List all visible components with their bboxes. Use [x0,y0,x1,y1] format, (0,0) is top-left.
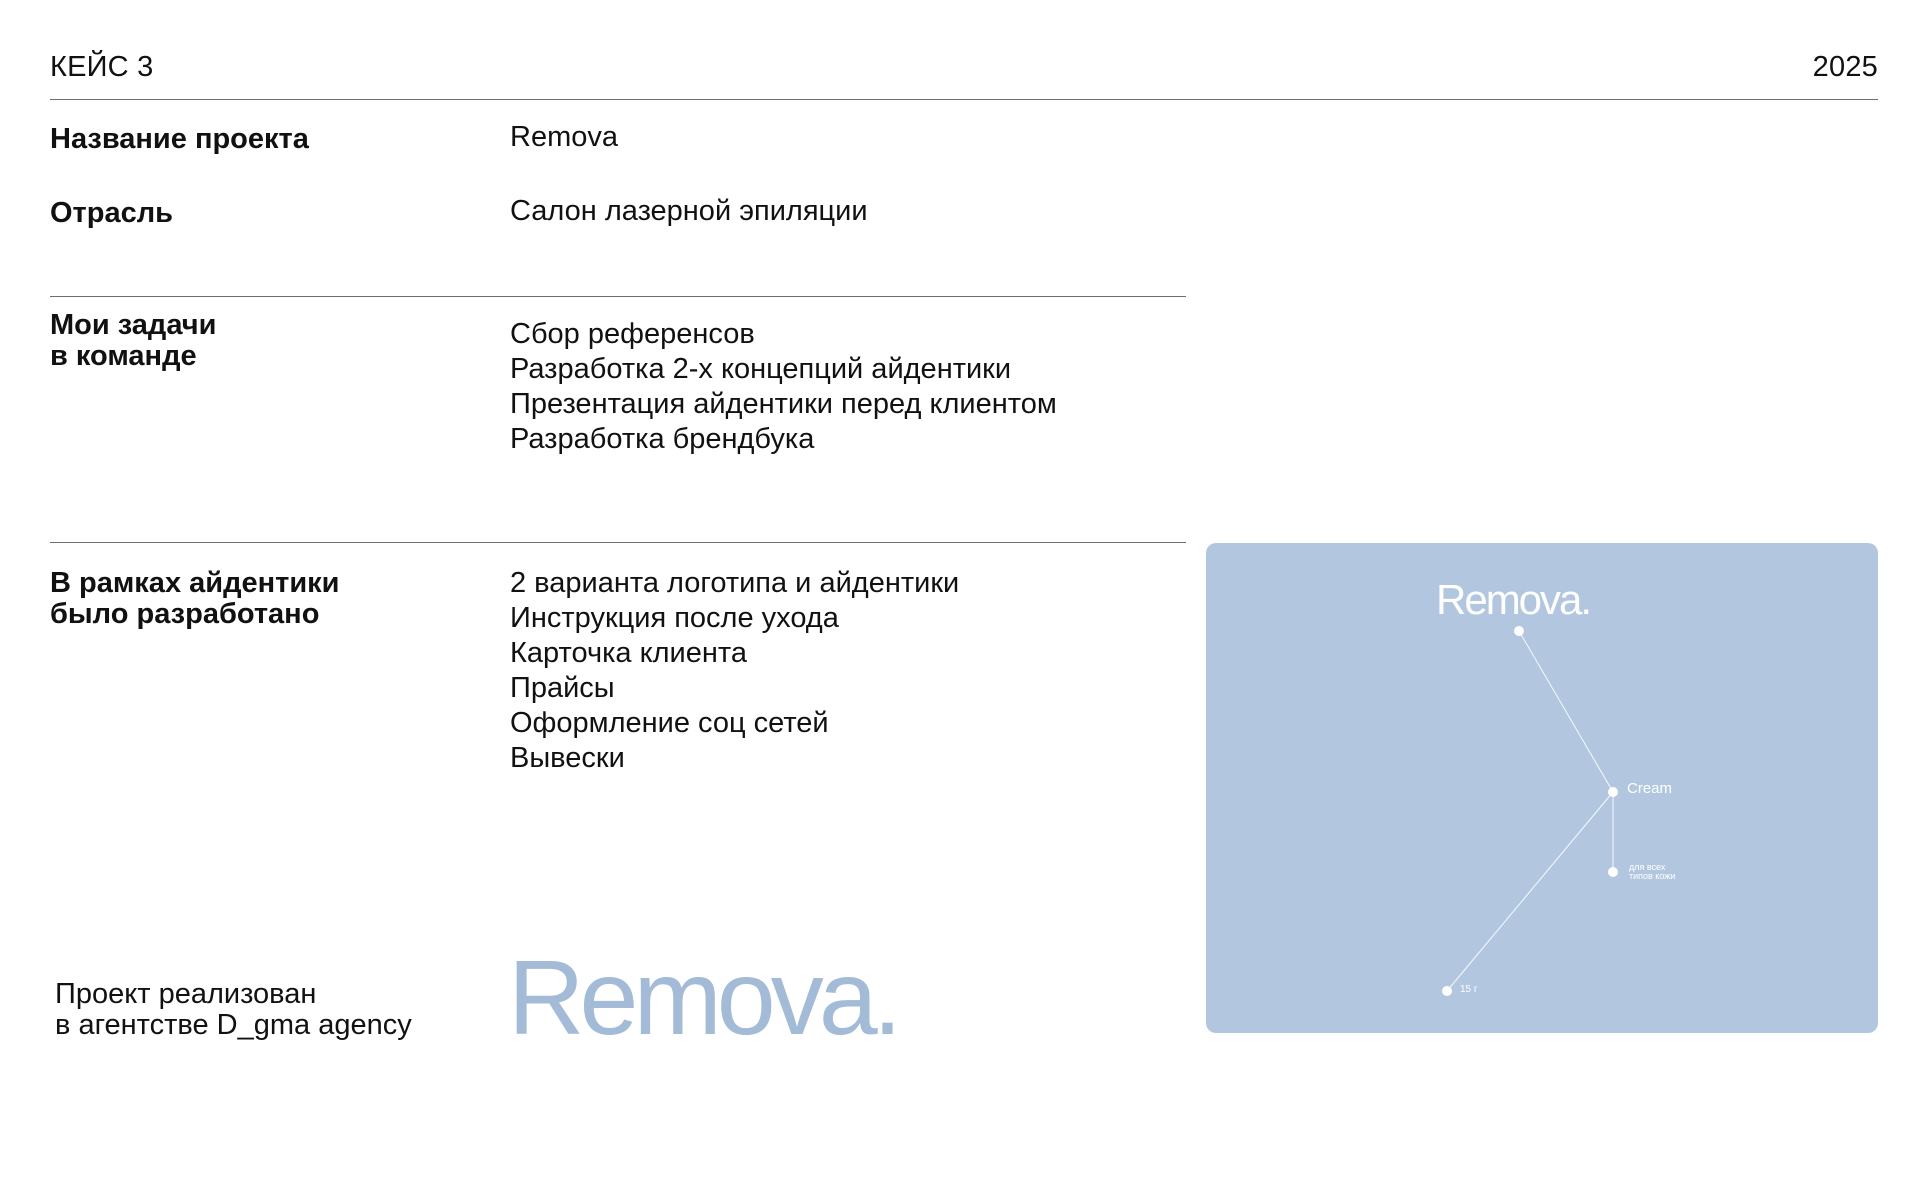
list-item: 2 варианта логотипа и айдентики [510,567,960,599]
card-skin-line: для всех [1629,862,1666,872]
list-item: Разработка 2-х концепций айдентики [510,353,1012,385]
list-item: Карточка клиента [510,637,747,669]
card-skin-line: типов кожи [1629,871,1676,881]
identity-divider [50,542,1186,543]
tasks-divider [50,296,1186,297]
project-name-label: Название проекта [50,123,309,155]
industry-value: Салон лазерной эпиляции [510,195,868,227]
brand-mockup-card [1206,543,1878,1033]
identity-list [510,566,959,776]
identity-label-line: В рамках айдентики [50,567,340,599]
card-weight-label: 15 г [1460,984,1478,995]
credit-line: в агентстве D_gma agency [55,1009,412,1041]
list-item: Сбор референсов [510,318,755,350]
tasks-list [510,317,1057,457]
list-item: Инструкция после ухода [510,602,839,634]
remova-logo: Remova. [508,939,898,1057]
year-label: 2025 [1812,51,1878,83]
tasks-label-line: Мои задачи [50,309,217,341]
list-item: Презентация айдентики перед клиентом [510,388,1057,420]
list-item: Прайсы [510,672,615,704]
industry-label: Отрасль [50,197,173,229]
project-name-value: Remova [510,121,618,153]
tasks-label [50,310,216,372]
card-logo: Remova. [1436,576,1591,623]
case-label: КЕЙС 3 [50,51,154,83]
list-item: Разработка брендбука [510,423,815,455]
card-skin-label [1629,863,1675,881]
credit-line: Проект реализован [55,978,317,1010]
agency-credit [55,979,412,1041]
header-divider [50,99,1878,100]
list-item: Оформление соц сетей [510,707,829,739]
identity-label [50,568,340,630]
tasks-label-line: в команде [50,340,197,372]
card-cream-label: Cream [1627,780,1673,797]
list-item: Вывески [510,742,625,774]
identity-label-line: было разработано [50,598,320,630]
